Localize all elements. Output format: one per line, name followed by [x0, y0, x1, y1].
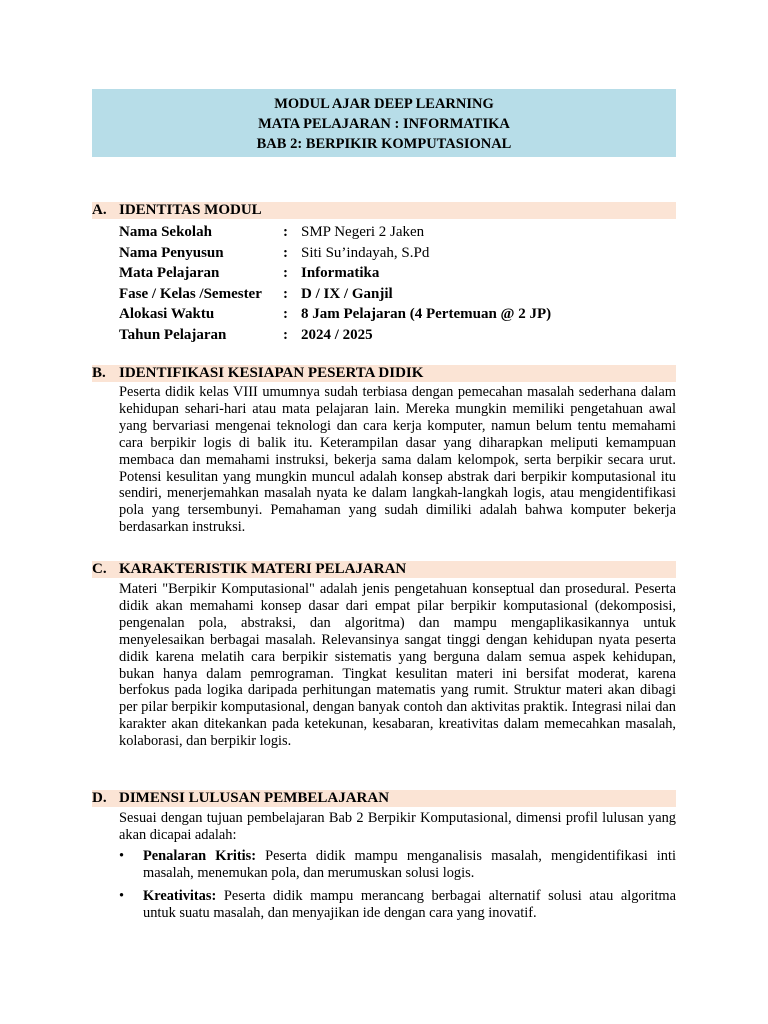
identity-value: Siti Su’indayah, S.Pd [301, 244, 430, 261]
section-d-heading [92, 790, 676, 807]
identity-value: Informatika [301, 265, 380, 282]
section-d-letter: D. [92, 790, 107, 806]
identity-label: Nama Sekolah [119, 224, 212, 240]
identity-colon: : [283, 285, 288, 302]
section-b-letter: B. [92, 365, 106, 381]
identity-label: Fase / Kelas /Semester [119, 285, 262, 302]
identity-colon: : [283, 224, 288, 240]
profile-bullet-list [119, 848, 676, 928]
bullet-dot: • [119, 887, 125, 904]
identity-label: Alokasi Waktu [119, 306, 215, 323]
identity-colon: : [283, 326, 288, 343]
bullet-term: Kreativitas: [143, 887, 217, 904]
section-b-heading [92, 365, 676, 382]
header-line-2: MATA PELAJARAN : INFORMATIKA [258, 116, 510, 132]
section-d-title: DIMENSI LULUSAN PEMBELAJARAN [119, 790, 390, 806]
identity-colon: : [283, 265, 288, 282]
identity-value: 2024 / 2025 [301, 326, 373, 343]
identity-colon: : [283, 244, 288, 261]
identity-colon: : [283, 306, 288, 323]
section-c-letter: C. [92, 561, 107, 577]
section-d-intro: Sesuai dengan tujuan pembelajaran Bab 2 Berpikir Komputasional, dimensi profil lulusan yang akan dicapai adalah: [119, 810, 676, 843]
document-header [92, 89, 676, 157]
list-item [119, 848, 676, 882]
bullet-text: Peserta didik mampu menganalisis masalah, mengidentifikasi inti masalah, menemukan pola, dan merumuskan solusi logis. [143, 848, 676, 881]
identity-value: SMP Negeri 2 Jaken [301, 224, 425, 240]
identity-value: 8 Jam Pelajaran (4 Pertemuan @ 2 JP) [301, 306, 552, 323]
header-line-3: BAB 2: BERPIKIR KOMPUTASIONAL [256, 136, 512, 152]
section-a-title: IDENTITAS MODUL [119, 202, 262, 218]
identity-label: Nama Penyusun [119, 244, 224, 261]
bullet-dot: • [119, 848, 125, 864]
bullet-term: Penalaran Kritis: [143, 848, 257, 864]
identity-label: Mata Pelajaran [119, 265, 220, 282]
section-c-title: KARAKTERISTIK MATERI PELAJARAN [119, 561, 407, 577]
header-line-1: MODUL AJAR DEEP LEARNING [274, 96, 494, 112]
section-a-heading [92, 202, 676, 219]
list-item [119, 888, 676, 922]
section-b-title: IDENTIFIKASI KESIAPAN PESERTA DIDIK [119, 365, 424, 381]
section-b-paragraph: Peserta didik kelas VIII umumnya sudah terbiasa dengan pemecahan masalah sederhana dalam kehidupan sehari-hari atau mata pelajaran lain. Mereka mungkin memiliki pengetahuan awal yang bervariasi mengenai teknologi dan cara kerja komputer, namun belum tentu memahami cara berpikir logis di balik itu. Keterampilan dasar yang diharapkan meliputi kemampuan membaca dan memahami instruksi, bekerja sama dalam kelompok, serta berpikir secara urut. Potensi kesulitan yang mungkin muncul adalah konsep abstrak dari berpikir komputasional itu sendiri, menerjemahkan masalah nyata ke dalam langkah-langkah logis, atau mengidentifikasi pola yang tersembunyi. Pemahaman yang sudah dimiliki adalah bahwa komputer bekerja berdasarkan instruksi. [119, 384, 676, 536]
section-c-paragraph: Materi "Berpikir Komputasional" adalah jenis pengetahuan konseptual dan prosedural. Peserta didik akan memahami konsep dasar dari empat pilar berpikir komputasional (dekomposisi, pengenalan pola, abstraksi, dan algoritma) dan mampu mengaplikasikannya untuk menyelesaikan berbagai masalah. Relevansinya sangat tinggi dengan kehidupan nyata peserta didik karena melatih cara berpikir sistematis yang berguna dalam semua aspek kehidupan, bukan hanya dalam pemrograman. Tingkat kesulitan materi ini bersifat moderat, karena berfokus pada logika daripada perhitungan matematis yang rumit. Struktur materi akan dibagi per pilar berpikir komputasional, dengan banyak contoh dan aktivitas praktik. Integrasi nilai dan karakter akan ditekankan pada ketekunan, kesabaran, kreativitas dalam memecahkan masalah, kolaborasi, dan berpikir logis. [119, 581, 676, 750]
bullet-text: Peserta didik mampu merancang berbagai alternatif solusi atau algoritma untuk suatu masalah, dan menyajikan ide dengan cara yang inovatif. [143, 887, 676, 921]
section-a-letter: A. [92, 202, 107, 218]
identity-label: Tahun Pelajaran [119, 326, 227, 343]
identity-value: D / IX / Ganjil [301, 285, 393, 302]
section-c-heading [92, 561, 676, 578]
